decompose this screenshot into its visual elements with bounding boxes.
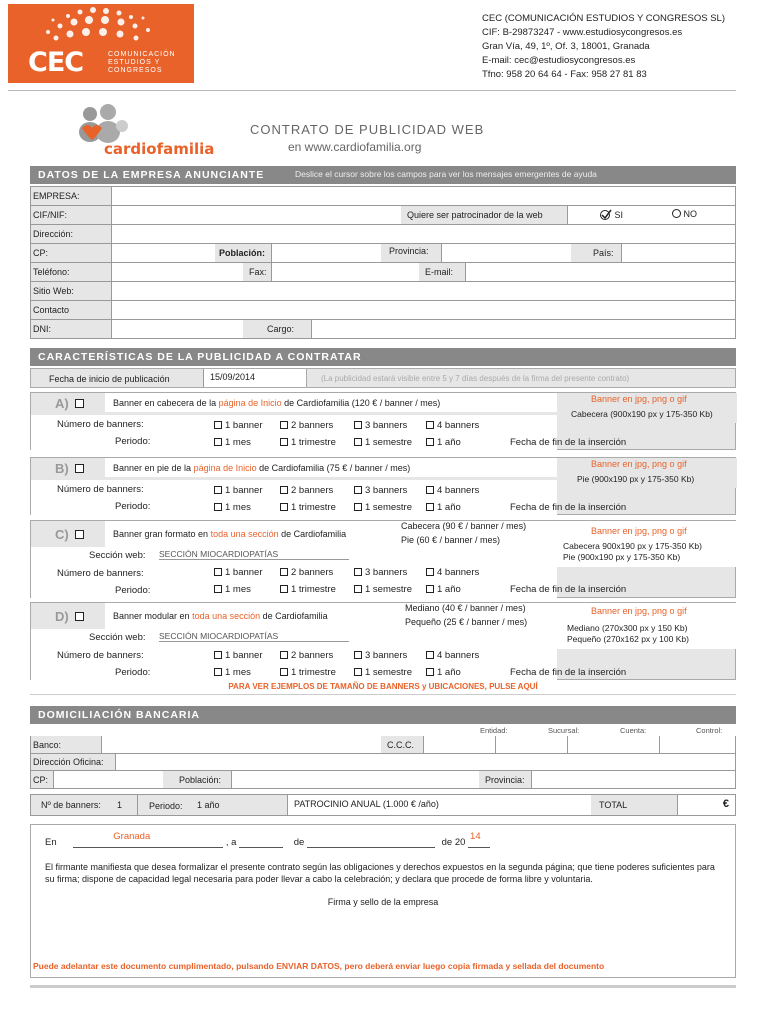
label-cp: CP: [33,248,49,258]
patrocinio-label: PATROCINIO ANUAL (1.000 € /año) [294,799,439,809]
poblacion-banco-field[interactable] [231,771,479,788]
section-bar-caracteristicas: CARACTERÍSTICAS DE LA PUBLICIDAD A CONTRATAR [30,348,736,366]
label-ccc: C.C.C. [387,740,414,750]
row-sitio-web [30,282,736,301]
option-a-format: Banner en jpg, png o gif [591,394,687,404]
n-banners-value: 1 [117,800,123,810]
label-num-banners: Número de banners: [57,568,144,579]
periodo-option[interactable]: 1 trimestre [280,502,336,513]
label-provincia: Provincia: [389,246,429,256]
cp-banco-field[interactable] [53,771,163,788]
banner-count-option[interactable]: 1 banner [214,485,263,496]
ccc-sucursal-field[interactable] [495,736,567,753]
label-seccion-web: Sección web: [89,550,146,561]
checkbox-icon [426,503,434,511]
banner-count-option[interactable]: 2 banners [280,650,333,661]
option-d-letter: D) [55,609,69,624]
option-c-size-pie: Pie (900x190 px y 175-350 Kb) [563,552,681,562]
option-c-checkbox[interactable] [75,530,84,539]
checkbox-icon [214,486,222,494]
checkbox-icon [354,568,362,576]
ciudad-field[interactable]: Granada [73,837,223,848]
periodo-option[interactable]: 1 semestre [354,667,412,678]
option-d-format-box [557,603,737,649]
banner-count-option[interactable]: 4 banners [426,485,479,496]
datos-grid [30,186,736,339]
seccion-web-field[interactable]: SECCIÓN MIOCARDIOPATÍAS [159,549,349,560]
checkbox-icon [214,651,222,659]
fecha-fin-label: Fecha de fin de la inserción [510,667,627,678]
row-cp-banco [30,771,736,789]
option-a-format-box [557,393,737,423]
label-telefono: Teléfono: [33,267,70,277]
label-fecha-inicio: Fecha de inicio de publicación [49,374,170,384]
label-poblacion: Población: [219,248,266,258]
label-cargo: Cargo: [267,324,295,334]
checkbox-icon [426,438,434,446]
option-a-desc-box [105,393,557,412]
checkbox-icon [214,421,222,429]
option-b-letter: B) [55,461,69,476]
option-d-size-pequeno: Pequeño (270x162 px y 100 Kb) [567,634,689,644]
periodo-option[interactable]: 1 mes [214,667,251,678]
label-cuenta: Cuenta: [620,726,647,735]
label-contacto: Contacto [33,305,70,315]
option-b-desc-box [105,458,557,477]
periodo-option[interactable]: 1 trimestre [280,584,336,595]
checkbox-icon [214,438,222,446]
sitio-web-field[interactable] [111,282,735,300]
banner-count-option[interactable]: 2 banners [280,567,333,578]
checkbox-icon [354,421,362,429]
row-direccion [30,225,736,244]
checkbox-icon [280,486,288,494]
option-b-checkbox[interactable] [75,464,84,473]
direccion-field[interactable] [111,225,735,243]
periodo-option[interactable]: 1 semestre [354,437,412,448]
banner-count-option[interactable]: 3 banners [354,420,407,431]
company-address: Gran Vía, 49, 1º, Of. 3, 18001, Granada [482,41,650,52]
checkbox-icon [280,421,288,429]
periodo-option[interactable]: 1 semestre [354,584,412,595]
dni-field[interactable] [111,320,243,338]
ejemplos-row [30,681,736,695]
logo-cec-text: CEC [28,47,84,78]
checkbox-icon [426,651,434,659]
label-num-banners: Número de banners: [57,650,144,661]
checkbox-icon [214,585,222,593]
option-c-letter: C) [55,527,69,542]
row-direccion-oficina [30,754,736,771]
option-c-format: Banner en jpg, png o gif [591,526,687,536]
header-divider [8,90,736,91]
checkbox-icon [214,503,222,511]
totals-row [30,794,736,816]
option-b-size: Pie (900x190 px y 175-350 Kb) [577,474,695,484]
logo-subtitle: COMUNICACIÓN ESTUDIOS Y CONGRESOS [108,51,176,74]
fecha-inicio-row [30,368,736,388]
provincia-banco-field[interactable] [531,771,735,788]
si-option[interactable]: SI [600,209,623,220]
ccc-control-field[interactable] [659,736,735,753]
option-a-letter: A) [55,396,69,411]
ejemplos-link[interactable]: PARA VER EJEMPLOS DE TAMAÑO DE BANNERS y UBICACIONES, PULSE AQUÍ [228,682,538,691]
ccc-entidad-field[interactable] [423,736,495,753]
firma-box [30,824,736,978]
company-cif: CIF: B-29873247 - www.estudiosycongresos.es [482,27,683,38]
option-c-size-cabecera: Cabecera 900x190 px y 175-350 Kb) [563,541,702,551]
checkbox-icon [354,503,362,511]
label-cp-banco: CP: [33,775,49,785]
lugar-fecha-line: En Granada , a de de 20 14 [45,837,725,848]
periodo-option[interactable]: 1 trimestre [280,437,336,448]
euro-symbol: € [722,798,729,810]
label-control: Control: [696,726,723,735]
help-hint: Deslice el cursor sobre los campos para ver los mensajes emergentes de ayuda [295,169,597,179]
banner-count-option[interactable]: 2 banners [280,485,333,496]
declaracion-paragraph: El firmante manifiesta que desea formalizar el presente contrato según las obligaciones y derechos expuestos en la segunda página; que tiene poderes suficientes para su firma; dispone de capacidad legal necesaria para poder llevar a cabo la celebración; y declara que procede de forma libre y voluntaria. [45,862,715,884]
mes-field[interactable] [307,837,435,848]
checkbox-icon [354,438,362,446]
section-bar-datos: DATOS DE LA EMPRESA ANUNCIANTE Deslice el cursor sobre los campos para ver los mensajes emergentes de ayuda [30,166,736,184]
email-field[interactable] [465,263,735,281]
dia-field[interactable] [239,837,283,848]
company-name: CEC (COMUNICACIÓN ESTUDIOS Y CONGRESOS SL) [482,13,725,24]
periodo-option[interactable]: 1 mes [214,584,251,595]
cardiofamilia-wordmark: cardiofamilia [104,140,215,158]
option-c-format-box [557,521,737,567]
cp-field[interactable] [111,244,215,262]
option-d-desc-box [105,603,557,629]
label-entidad: Entidad: [480,726,508,735]
label-pais: País: [593,248,614,258]
cardiofamilia-logo [74,104,215,158]
periodo-option[interactable]: 1 año [426,502,461,513]
fecha-fin-label: Fecha de fin de la inserción [510,437,627,448]
periodo-option[interactable]: 1 trimestre [280,667,336,678]
banco-field[interactable] [101,736,381,753]
banner-count-option[interactable]: 1 banner [214,567,263,578]
row-telefono [30,263,736,282]
checkbox-icon [354,651,362,659]
checkbox-icon [426,486,434,494]
direccion-oficina-field[interactable] [115,754,735,770]
row-contacto [30,301,736,320]
company-info [482,12,725,82]
option-d-size-mediano: Mediano (270x300 px y 150 Kb) [567,623,688,633]
fecha-fin-label: Fecha de fin de la inserción [510,584,627,595]
checkbox-icon [214,668,222,676]
checkbox-icon [426,568,434,576]
row-dni [30,320,736,339]
label-n-banners: Nº de banners: [41,800,101,810]
periodo-option[interactable]: 1 semestre [354,502,412,513]
option-d-price-pequeno: Pequeño (25 € / banner / mes) [405,617,528,627]
banner-count-option[interactable]: 4 banners [426,420,479,431]
option-a-text: Banner en cabecera de la página de Inicio de Cardiofamilia (120 € / banner / mes) [113,398,441,408]
patrocinio-box [287,795,591,815]
periodo-option[interactable]: 1 año [426,437,461,448]
label-periodo-total: Periodo: [149,801,183,811]
domiciliacion-grid [30,736,736,789]
label-direccion-oficina: Dirección Oficina: [33,757,104,767]
row-banco [30,736,736,754]
patrocinador-options [567,206,735,224]
label-periodo: Periodo: [115,436,151,447]
total-field[interactable] [677,795,735,815]
company-phone: Tfno: 958 20 64 64 - Fax: 958 27 81 83 [482,69,647,80]
banner-count-option[interactable]: 3 banners [354,650,407,661]
option-d-checkbox[interactable] [75,612,84,621]
label-fax: Fax: [249,267,267,277]
checkbox-icon [354,486,362,494]
option-b-format: Banner en jpg, png o gif [591,459,687,469]
option-d-price-mediano: Mediano (40 € / banner / mes) [405,603,526,613]
cargo-field[interactable] [311,320,735,338]
checkbox-icon [354,585,362,593]
label-empresa: EMPRESA: [33,191,80,201]
checkbox-icon [426,585,434,593]
page-subtitle: en www.cardiofamilia.org [288,140,422,154]
periodo-option[interactable]: 1 mes [214,502,251,513]
pais-field[interactable] [621,244,735,262]
checkbox-icon [280,438,288,446]
checkbox-icon [426,668,434,676]
label-banco: Banco: [33,740,62,750]
telefono-field[interactable] [111,263,243,281]
provincia-field[interactable] [441,244,571,262]
fecha-inicio-hint: (La publicidad estará visible entre 5 y 7 días después de la firma del presente contrato) [321,374,630,383]
option-b-text: Banner en pie de la página de Inicio de Cardiofamilia (75 € / banner / mes) [113,463,411,473]
checked-radio-icon [600,209,612,220]
label-total: TOTAL [599,800,628,810]
label-cif: CIF/NIF: [33,210,67,220]
label-seccion-web: Sección web: [89,632,146,643]
section-bar-domiciliacion: DOMICILIACIÓN BANCARIA [30,706,736,724]
checkbox-icon [280,651,288,659]
banner-count-option[interactable]: 1 banner [214,650,263,661]
label-periodo: Periodo: [115,501,151,512]
periodo-option[interactable]: 1 año [426,584,461,595]
label-sitio-web: Sitio Web: [33,286,74,296]
fax-field[interactable] [271,263,419,281]
label-num-banners: Número de banners: [57,419,144,430]
contacto-field[interactable] [111,301,735,319]
checkbox-icon [426,421,434,429]
fecha-inicio-value: 15/09/2014 [210,372,256,382]
checkbox-icon [354,668,362,676]
option-c-desc-box [105,521,557,547]
footer-divider [30,985,736,988]
seccion-web-field[interactable]: SECCIÓN MIOCARDIOPATÍAS [159,631,349,642]
banner-count-option[interactable]: 4 banners [426,650,479,661]
company-email: E-mail: cec@estudiosycongresos.es [482,55,636,66]
patrocinador-question: Quiere ser patrocinador de la web [407,210,543,220]
banner-count-option[interactable]: 2 banners [280,420,333,431]
no-option[interactable]: NO [672,209,697,219]
row-empresa [30,187,736,206]
option-a-checkbox[interactable] [75,399,84,408]
poblacion-field[interactable] [271,244,381,262]
periodo-total-value: 1 año [197,800,220,810]
option-c-price-pie: Pie (60 € / banner / mes) [401,535,501,545]
cec-logo [8,4,194,83]
anio-field[interactable]: 14 [468,837,490,848]
checkbox-icon [214,568,222,576]
label-direccion: Dirección: [33,229,74,239]
envio-nota: Puede adelantar este documento cumplimentado, pulsando ENVIAR DATOS, pero deberá enviar luego copia firmada y sellada del documento [33,961,605,971]
fecha-fin-label: Fecha de fin de la inserción [510,502,627,513]
checkbox-icon [280,568,288,576]
fecha-inicio-field[interactable] [203,369,307,387]
empresa-field[interactable] [111,187,735,205]
option-d-format: Banner en jpg, png o gif [591,606,687,616]
label-dni: DNI: [33,324,51,334]
option-c-text: Banner gran formato en toda una sección de Cardiofamilia [113,529,347,539]
option-c-price-cabecera: Cabecera (90 € / banner / mes) [401,521,527,531]
row-cif [30,206,736,225]
periodo-option[interactable]: 1 año [426,667,461,678]
checkbox-icon [280,585,288,593]
page-title: CONTRATO DE PUBLICIDAD WEB [250,122,485,137]
label-poblacion-banco: Población: [179,775,222,785]
checkbox-icon [280,503,288,511]
banner-count-option[interactable]: 1 banner [214,420,263,431]
ccc-header [30,726,736,736]
label-email: E-mail: [425,267,454,277]
option-d-text: Banner modular en toda una sección de Cardiofamilia [113,611,328,621]
checkbox-icon [280,668,288,676]
label-provincia-banco: Provincia: [485,775,525,785]
label-num-banners: Número de banners: [57,484,144,495]
label-en: En [45,837,57,848]
label-sucursal: Sucursal: [548,726,580,735]
option-a-size: Cabecera (900x190 px y 175-350 Kb) [571,409,713,419]
radio-icon [672,209,681,218]
firma-sello-label: Firma y sello de la empresa [327,897,439,907]
label-periodo: Periodo: [115,585,151,596]
option-b-format-box [557,458,737,488]
banner-count-option[interactable]: 3 banners [354,567,407,578]
row-cp [30,244,736,263]
banner-count-option[interactable]: 3 banners [354,485,407,496]
cif-field[interactable] [111,206,401,224]
label-periodo: Periodo: [115,667,151,678]
periodo-option[interactable]: 1 mes [214,437,251,448]
ccc-cuenta-field[interactable] [567,736,659,753]
banner-count-option[interactable]: 4 banners [426,567,479,578]
